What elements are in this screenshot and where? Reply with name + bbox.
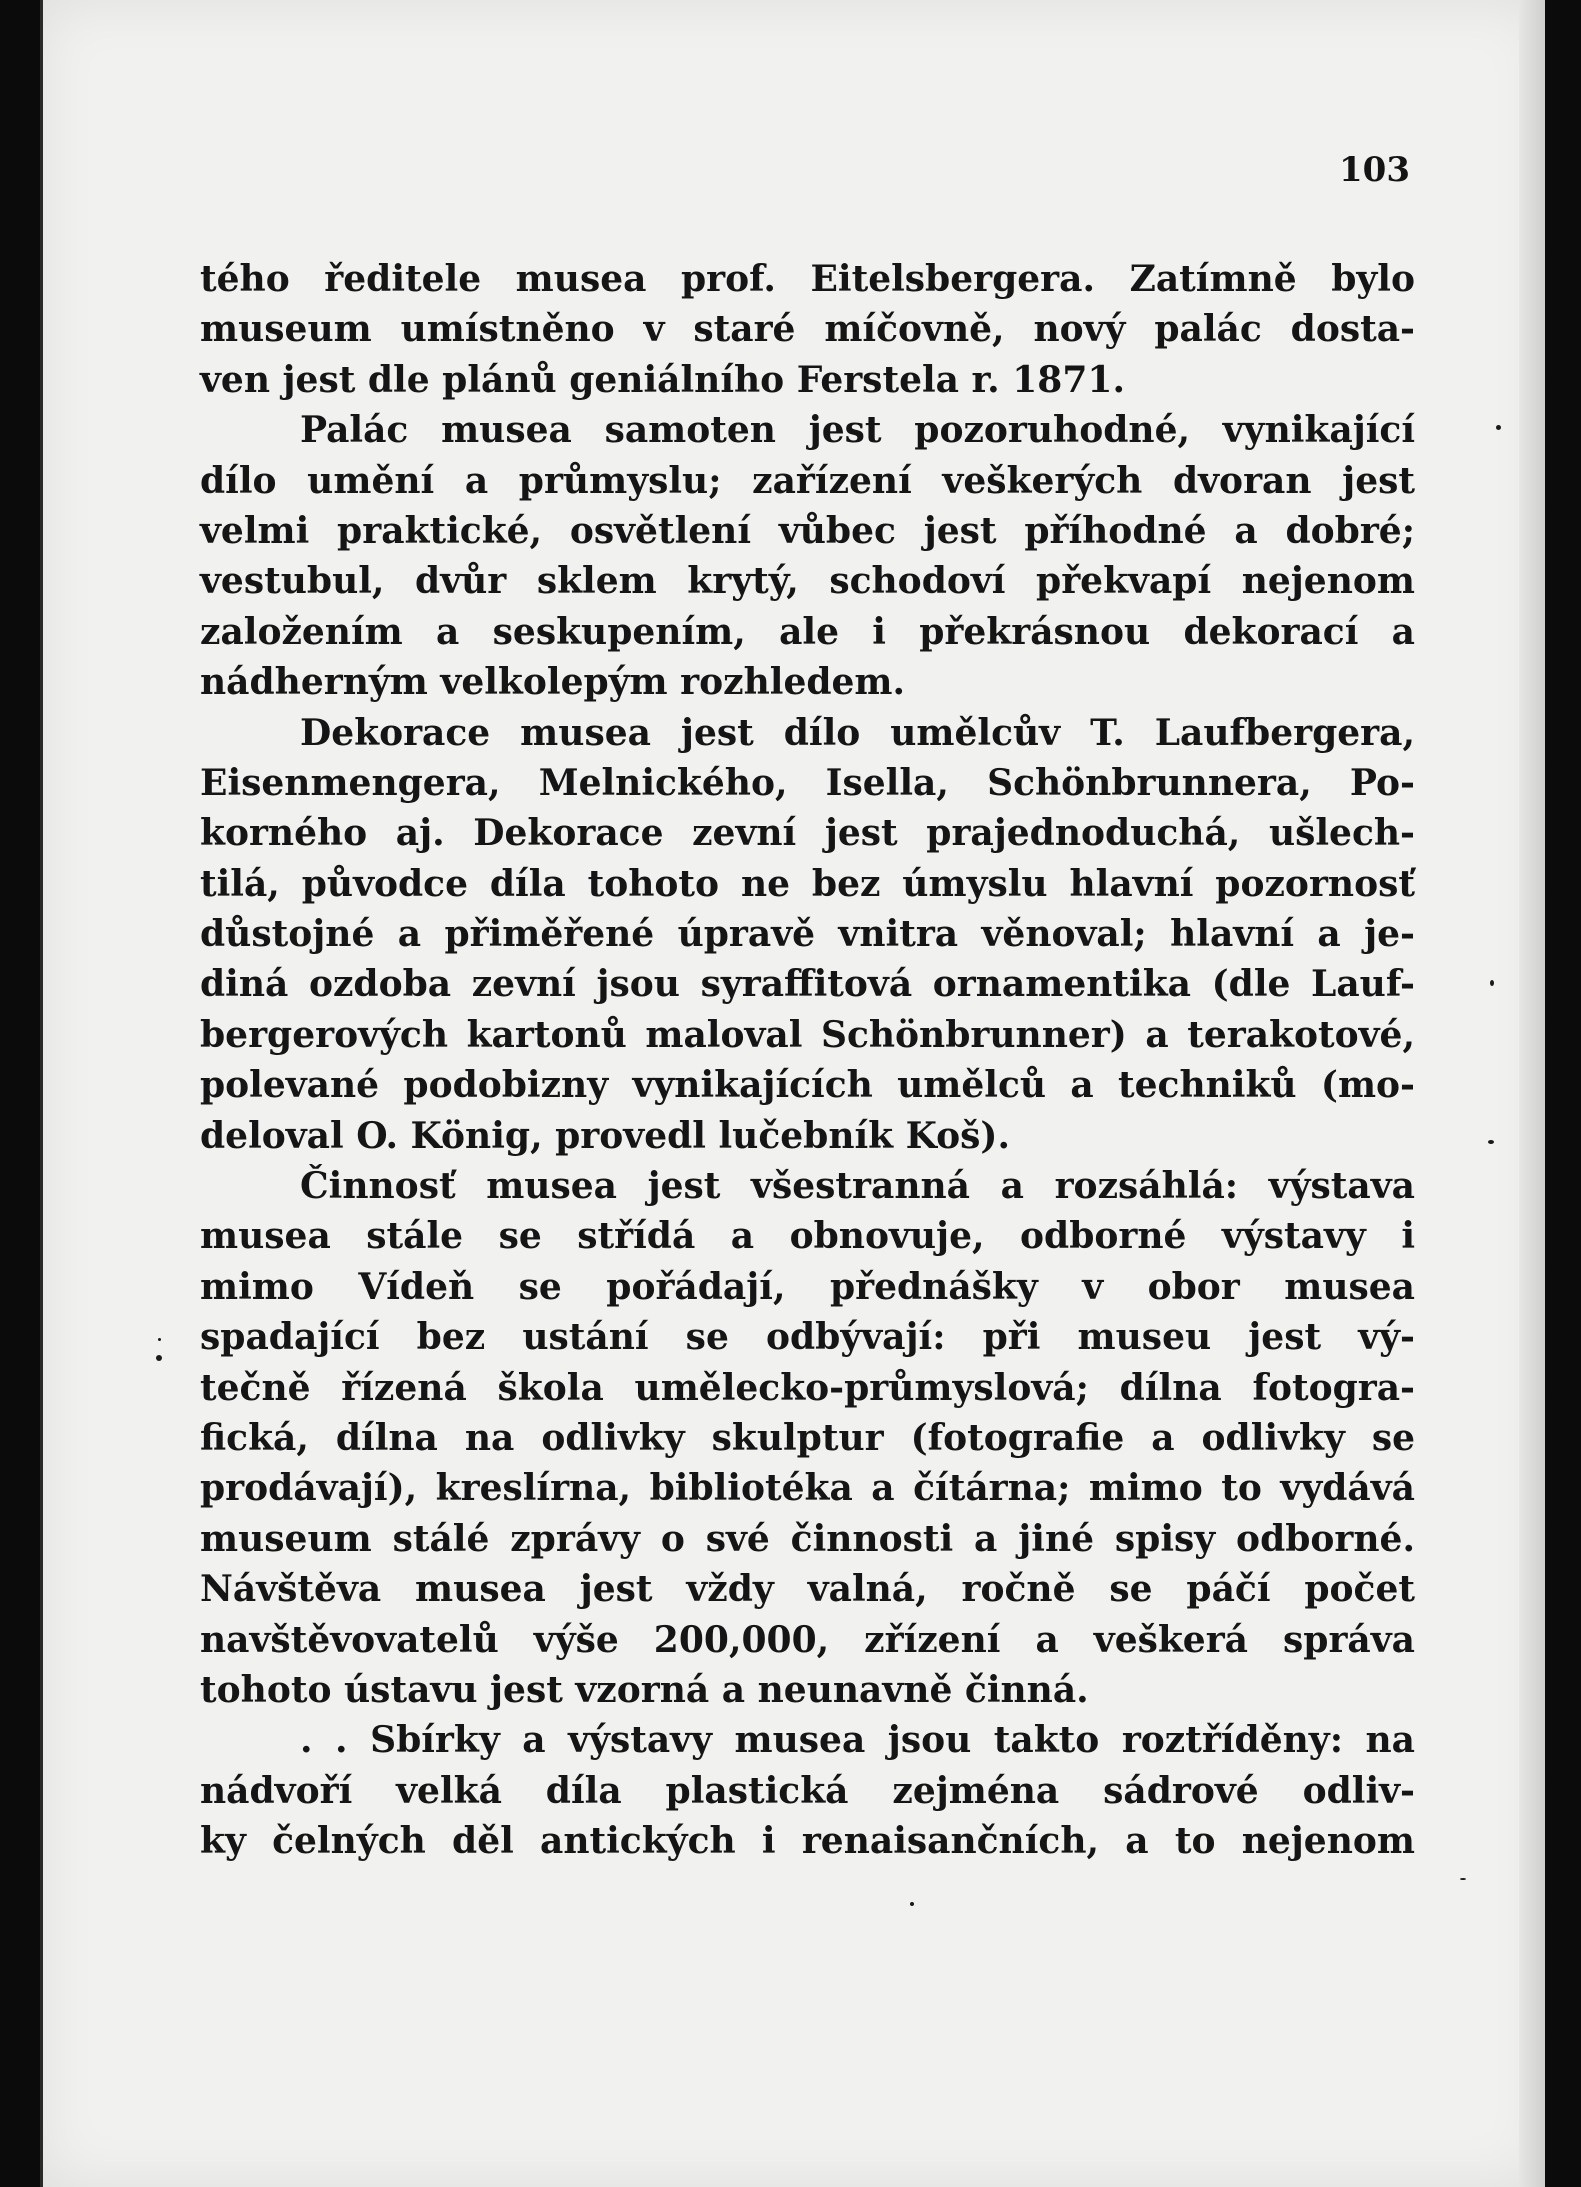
text-line: tého ředitele musea prof. Eitelsbergera. Zatímně bylo (200, 258, 1415, 300)
text-line: ky čelných děl antických i renaisančních, a to nejenom (200, 1820, 1415, 1863)
text-line: polevané podobizny vynikajících umělců a techniků (mo- (200, 1064, 1415, 1107)
text-line: fická, dílna na odlivky skulptur (fotografie a odlivky se (200, 1416, 1415, 1459)
text-line: spadající bez ustání se odbývají: při museu jest vý- (200, 1316, 1415, 1359)
text-line: vestubul, dvůr sklem krytý, schodoví překvapí nejenom (200, 560, 1415, 603)
text-line: tilá, původce díla tohoto ne bez úmyslu hlavní pozornosť (200, 862, 1415, 905)
text-line: musea stále se střídá a obnovuje, odborné výstavy i (200, 1215, 1415, 1258)
book-page (40, 0, 1545, 2187)
page-gutter (40, 0, 43, 2187)
text-line: museum umístněno v staré míčovně, nový palác dosta- (200, 308, 1415, 351)
body-text (200, 254, 1415, 1867)
text-line: nádvoří velká díla plastická zejména sádrové odliv- (200, 1769, 1415, 1812)
ink-speck (1490, 980, 1494, 986)
text-line: nádherným velkolepým rozhledem. (200, 661, 906, 704)
text-line: tohoto ústavu jest vzorná a neunavně činná. (200, 1668, 1089, 1711)
text-line: museum stálé zprávy o své činnosti a jiné spisy odborné. (200, 1517, 1415, 1560)
text-line: ven jest dle plánů geniálního Ferstela r. 1871. (200, 358, 1125, 401)
text-line: bergerových kartonů maloval Schönbrunner) a terakotové, (200, 1013, 1415, 1056)
text-line: důstojné a přiměřené úpravě vnitra věnoval; hlavní a je- (200, 913, 1415, 956)
text-line: tečně řízená škola umělecko-průmyslová; dílna fotogra- (200, 1366, 1415, 1409)
text-line: dílo umění a průmyslu; zařízení veškerých dvoran jest (200, 459, 1415, 502)
text-line: prodávají), kreslírna, bibliotéka a čítárna; mimo to vydává (200, 1467, 1415, 1510)
text-line: deloval O. König, provedl lučebník Koš). (200, 1114, 1010, 1157)
ink-speck (158, 1338, 161, 1341)
page-number: 103 (1339, 150, 1410, 190)
text-line: založením a seskupením, ale i překrásnou dekorací a (200, 610, 1415, 653)
text-line: Činnosť musea jest všestranná a rozsáhlá: výstava (300, 1165, 1415, 1208)
ink-speck (156, 1355, 162, 1361)
ink-speck (1460, 1878, 1466, 1880)
text-line: korného aj. Dekorace zevní jest prajednoduchá, ušlech- (200, 812, 1415, 855)
text-line: diná ozdoba zevní jsou syraffitová ornamentika (dle Lauf- (200, 963, 1415, 1006)
page-edge (1519, 0, 1545, 2187)
text-line: mimo Vídeň se pořádají, přednášky v obor musea (200, 1265, 1415, 1308)
ink-speck (1488, 1140, 1494, 1144)
text-line: Palác musea samoten jest pozoruhodné, vynikající (300, 409, 1415, 452)
ink-speck (910, 1902, 914, 1906)
text-line: navštěvovatelů výše 200,000, zřízení a veškerá správa (200, 1618, 1415, 1661)
text-line: Návštěva musea jest vždy valná, ročně se páčí počet (200, 1568, 1415, 1611)
text-line: velmi praktické, osvětlení vůbec jest příhodné a dobré; (200, 509, 1415, 552)
text-line: . . Sbírky a výstavy musea jsou takto roztříděny: na (300, 1719, 1415, 1762)
text-line: Eisenmengera, Melnického, Isella, Schönbrunnera, Po- (200, 761, 1415, 804)
ink-speck (1496, 425, 1501, 430)
text-line: Dekorace musea jest dílo umělcův T. Laufbergera, (300, 711, 1415, 754)
